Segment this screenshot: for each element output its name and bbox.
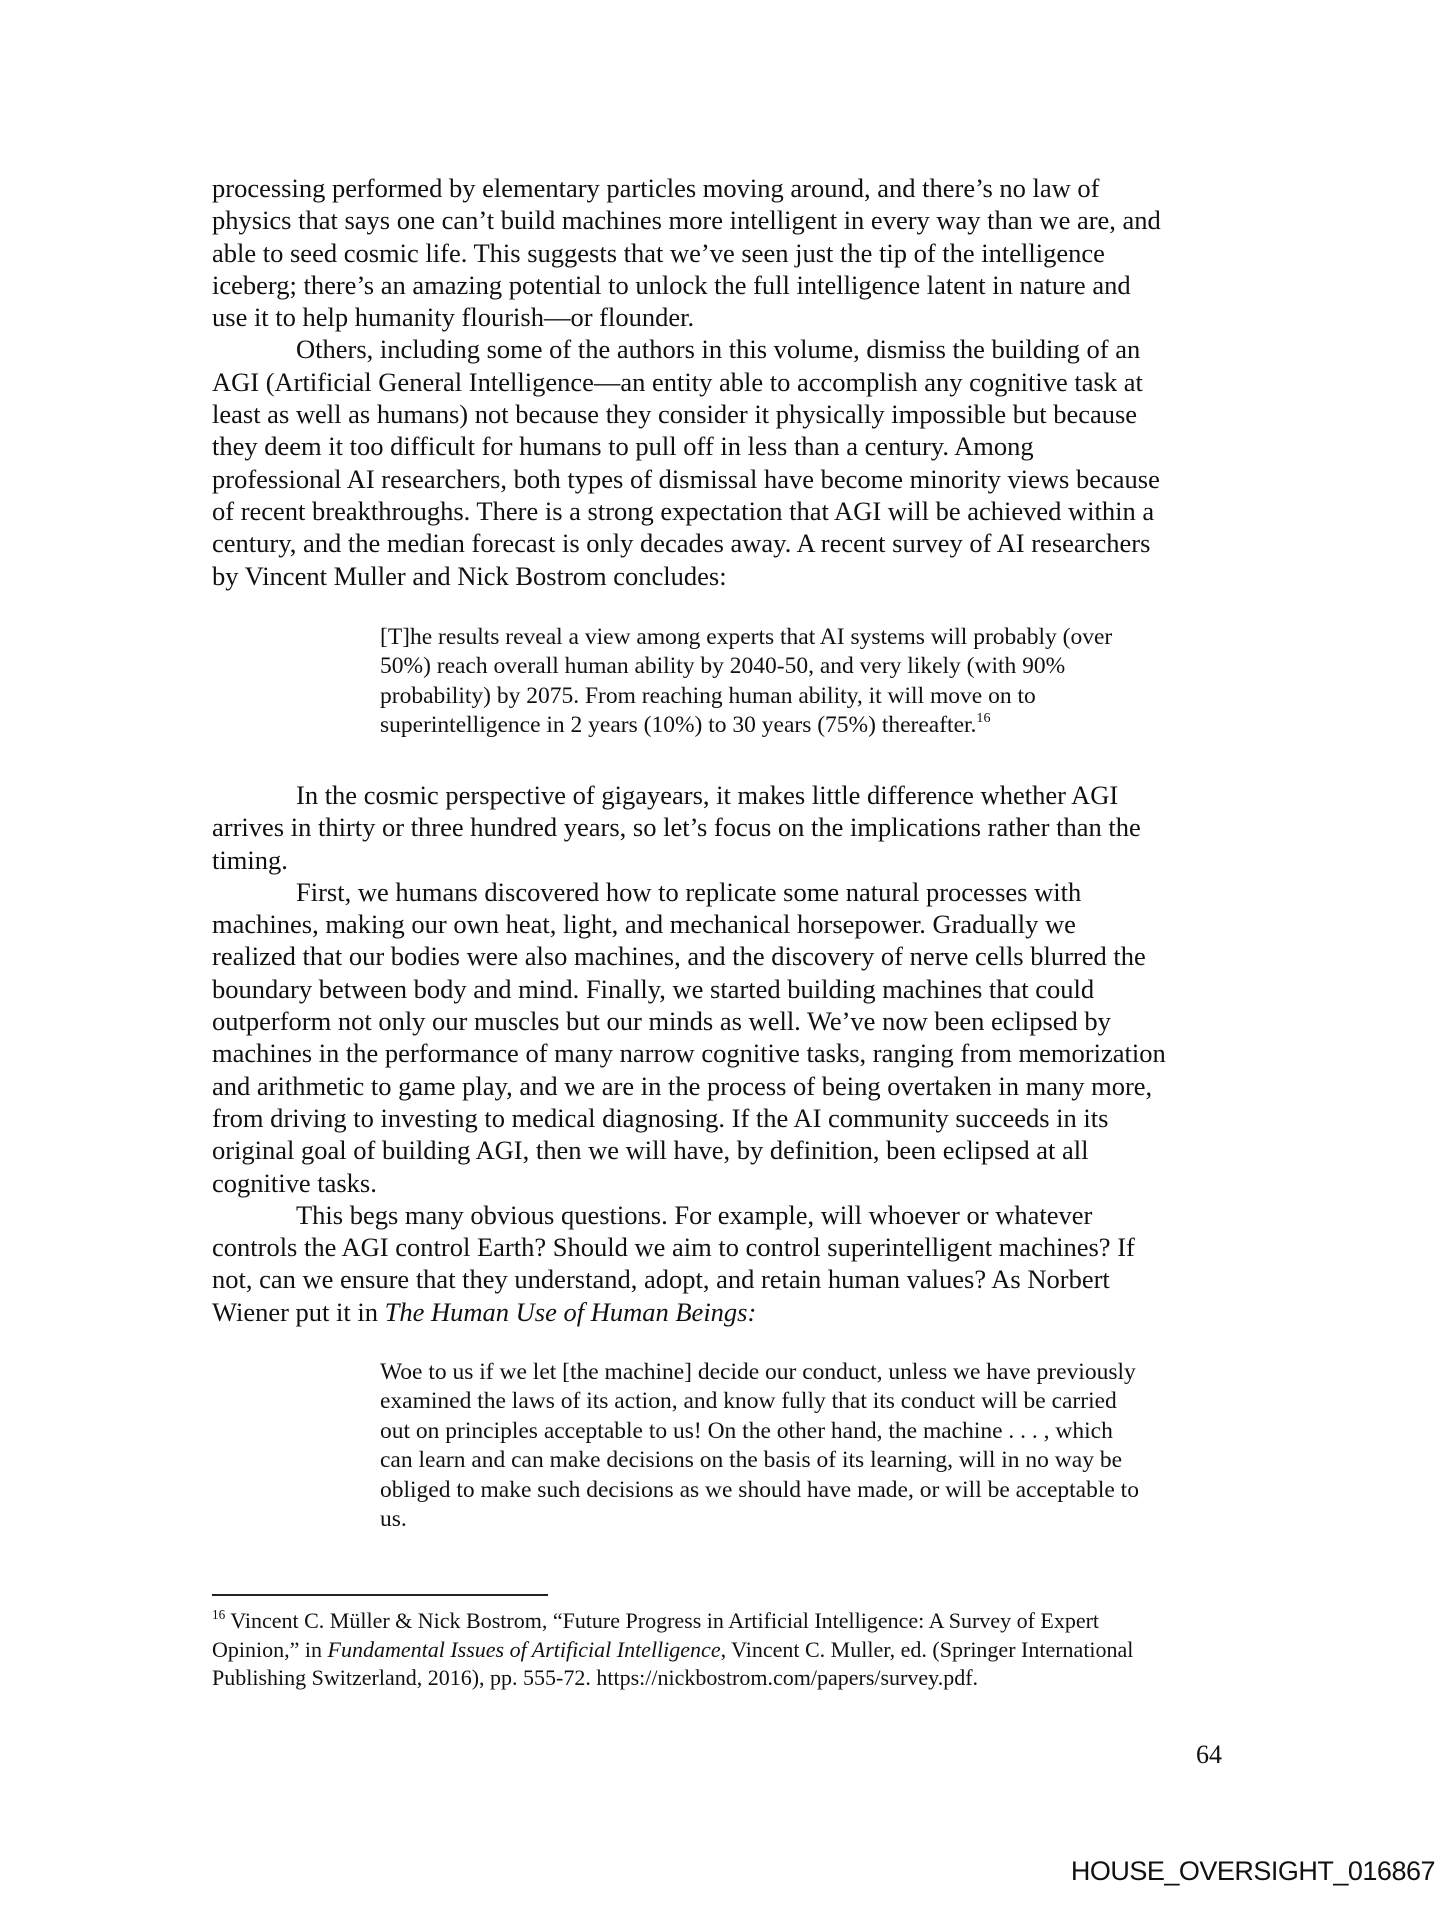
text-line	[212, 172, 1161, 204]
footnote-divider	[212, 1594, 548, 1596]
line-text: original goal of building AGI, then we will have, by definition, been eclipsed at all	[212, 1135, 1089, 1166]
text-line	[380, 682, 1112, 711]
text-line	[212, 1636, 1133, 1665]
text-line	[212, 430, 1161, 462]
text-line	[212, 940, 1166, 972]
text-line	[212, 1664, 1133, 1693]
line-text: able to seed cosmic life. This suggests that we’ve seen just the tip of the intelligence	[212, 237, 1105, 268]
line-text: use it to help humanity flourish—or flounder.	[212, 302, 695, 333]
text-line	[212, 204, 1161, 236]
italic-title: The Human Use of Human Beings:	[384, 1296, 757, 1327]
text-line	[212, 1102, 1166, 1134]
line-text: Wiener put it in	[212, 1296, 385, 1327]
text-line	[212, 495, 1161, 527]
text-line	[212, 876, 1166, 908]
text-line	[212, 1070, 1166, 1102]
text-line	[212, 1167, 1166, 1199]
line-text: machines, making our own heat, light, and mechanical horsepower. Gradually we	[212, 909, 1076, 940]
line-text: and arithmetic to game play, and we are in the process of being overtaken in many more,	[212, 1070, 1153, 1101]
line-text: can learn and can make decisions on the basis of its learning, will in no way be	[380, 1447, 1122, 1474]
text-line	[212, 333, 1161, 365]
line-text: 50%) reach overall human ability by 2040-50, and very likely (with 90%	[380, 653, 1066, 680]
paragraph-1	[212, 172, 1161, 592]
line-text: by Vincent Muller and Nick Bostrom concludes:	[212, 560, 727, 591]
line-text: from driving to investing to medical diagnosing. If the AI community succeeds in its	[212, 1102, 1109, 1133]
line-text: Others, including some of the authors in this volume, dismiss the building of an	[296, 334, 1141, 365]
text-line	[212, 463, 1161, 495]
line-text: examined the laws of its action, and know fully that its conduct will be carried	[380, 1388, 1117, 1415]
text-line	[380, 1505, 1139, 1534]
page-number: 64	[1196, 1740, 1222, 1769]
text-line	[212, 366, 1161, 398]
text-line	[212, 908, 1166, 940]
footnote-16	[212, 1607, 1133, 1693]
text-line	[212, 1296, 1166, 1328]
text-line	[212, 779, 1166, 811]
italic-title: Fundamental Issues of Artificial Intelligence	[327, 1636, 721, 1662]
text-line	[212, 1005, 1166, 1037]
text-line	[380, 1476, 1139, 1505]
line-text: they deem it too difficult for humans to pull off in less than a century. Among	[212, 431, 1034, 462]
line-text: , Vincent C. Muller, ed. (Springer International	[720, 1636, 1134, 1662]
line-text: controls the AGI control Earth? Should we aim to control superintelligent machines? If	[212, 1232, 1135, 1263]
text-line	[212, 1199, 1166, 1231]
line-text: machines in the performance of many narrow cognitive tasks, ranging from memorization	[212, 1038, 1166, 1069]
line-text: arrives in thirty or three hundred years, so let’s focus on the implications rather than the	[212, 812, 1141, 843]
line-text: AGI (Artificial General Intelligence—an entity able to accomplish any cognitive task at	[212, 366, 1143, 397]
line-text: outperform not only our muscles but our minds as well. We’ve now been eclipsed by	[212, 1006, 1111, 1037]
text-line	[212, 1134, 1166, 1166]
line-text: Vincent C. Müller & Nick Bostrom, “Future Progress in Artificial Intelligence: A Survey of Expert	[225, 1608, 1100, 1633]
text-line	[212, 527, 1161, 559]
line-text: physics that says one can’t build machines more intelligent in every way than we are, and	[212, 205, 1161, 236]
text-line	[380, 1417, 1139, 1446]
line-text: obliged to make such decisions as we should have made, or will be acceptable to	[380, 1476, 1139, 1503]
text-line	[212, 301, 1161, 333]
line-text: First, we humans discovered how to replicate some natural processes with	[296, 876, 1082, 907]
line-text: least as well as humans) not because they consider it physically impossible but because	[212, 399, 1138, 430]
line-text: This begs many obvious questions. For example, will whoever or whatever	[296, 1199, 1093, 1230]
text-line	[380, 1446, 1139, 1475]
line-text: [T]he results reveal a view among experts that AI systems will probably (over	[380, 624, 1113, 650]
line-text: timing.	[212, 844, 288, 875]
footnote-marker: 16	[212, 1606, 226, 1622]
block-quote-wiener	[380, 1358, 1139, 1534]
text-line	[212, 844, 1166, 876]
text-line	[212, 237, 1161, 269]
line-text: of recent breakthroughs. There is a strong expectation that AGI will be achieved within a	[212, 495, 1155, 526]
text-line	[212, 560, 1161, 592]
line-text: Woe to us if we let [the machine] decide our conduct, unless we have previously	[380, 1359, 1136, 1385]
text-line	[380, 711, 1112, 740]
line-text: In the cosmic perspective of gigayears, it makes little difference whether AGI	[296, 780, 1119, 810]
line-text: iceberg; there’s an amazing potential to unlock the full intelligence latent in nature and	[212, 269, 1131, 300]
text-line	[212, 811, 1166, 843]
text-line	[212, 1037, 1166, 1069]
line-text: superintelligence in 2 years (10%) to 30 years (75%) thereafter.	[380, 712, 977, 739]
line-text: Opinion,” in	[212, 1636, 328, 1662]
text-line	[212, 1231, 1166, 1263]
line-text: probability) by 2075. From reaching human ability, it will move on to	[380, 682, 1036, 709]
line-text: boundary between body and mind. Finally, we started building machines that could	[212, 973, 1095, 1004]
paragraph-2	[212, 779, 1166, 1328]
block-quote-survey	[380, 623, 1112, 741]
text-line	[212, 1607, 1133, 1636]
text-line	[212, 1263, 1166, 1295]
text-line	[380, 652, 1112, 681]
text-line	[380, 1387, 1139, 1416]
text-line	[380, 1358, 1139, 1387]
line-text: Publishing Switzerland, 2016), pp. 555-72. https://nickbostrom.com/papers/survey.pdf.	[212, 1665, 979, 1690]
line-text: cognitive tasks.	[212, 1167, 377, 1198]
line-text: century, and the median forecast is only decades away. A recent survey of AI researchers	[212, 528, 1151, 559]
line-text: out on principles acceptable to us! On the other hand, the machine . . . , which	[380, 1417, 1113, 1444]
line-text: realized that our bodies were also machines, and the discovery of nerve cells blurred the	[212, 941, 1146, 972]
line-text: us.	[380, 1506, 407, 1533]
text-line	[212, 973, 1166, 1005]
bates-stamp: HOUSE_OVERSIGHT_016867	[1070, 1856, 1435, 1886]
line-text: processing performed by elementary particles moving around, and there’s no law of	[212, 173, 1100, 203]
line-text: professional AI researchers, both types of dismissal have become minority views because	[212, 463, 1160, 494]
line-text: not, can we ensure that they understand, adopt, and retain human values? As Norbert	[212, 1264, 1110, 1295]
footnote-reference: 16	[976, 710, 991, 727]
text-line	[380, 623, 1112, 652]
text-line	[212, 269, 1161, 301]
text-line	[212, 398, 1161, 430]
